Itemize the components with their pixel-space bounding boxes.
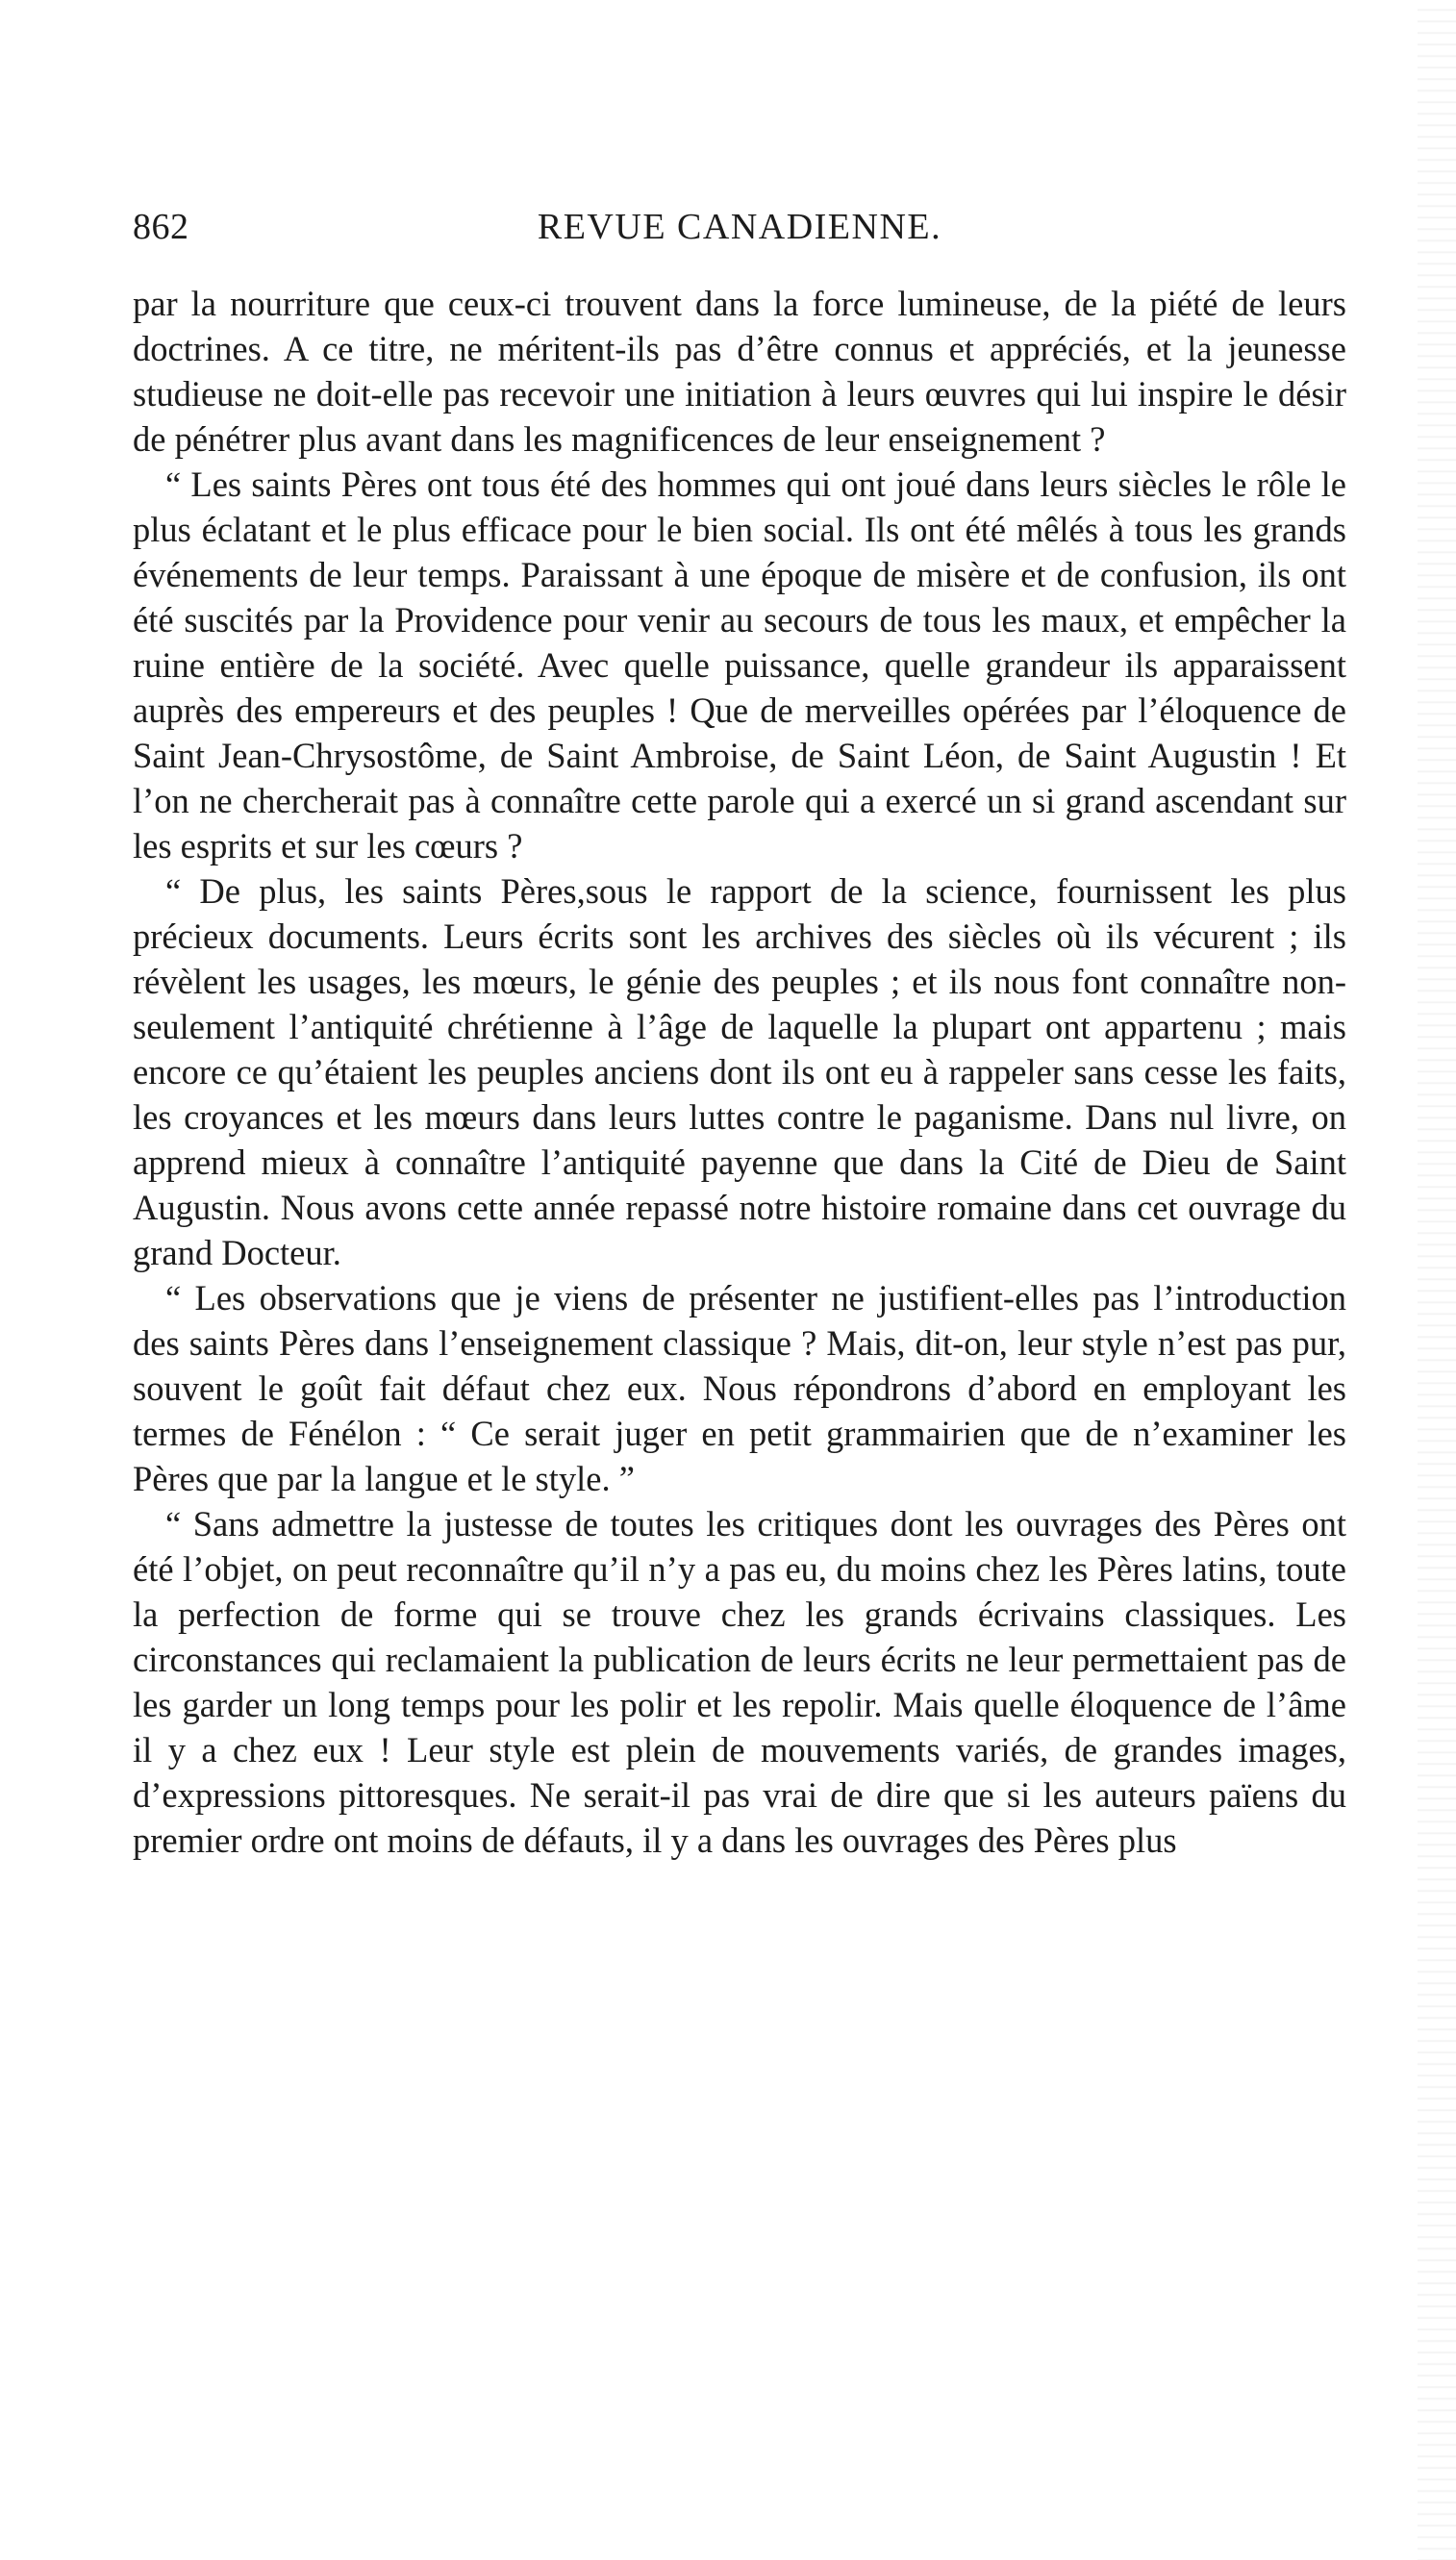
paragraph-1: par la nourriture que ceux-ci trouvent dans la force lumineuse, de la piété de leurs doctrines. A ce titre, ne méritent-ils pas d’être connus et appréciés, et la jeunesse studieuse ne doit-elle pas recevoir une initiation à leurs œuvres qui lui inspire le désir de pénétrer plus avant dans les magnificences de leur enseignement ? xyxy=(133,284,1346,459)
paragraph-4: “ Les observations que je viens de présenter ne justifient-elles pas l’introduction des saints Pères dans l’enseignement classique ? Mais, dit-on, leur style n’est pas pur, souvent le goût fait défaut chez eux. Nous répondrons d’abord en employant les termes de Fénélon : “ Ce serait juger en petit grammairien que de n’examiner les Pères que par la langue et le style. ” xyxy=(133,1278,1346,1498)
page-number: 862 xyxy=(133,207,189,247)
scanned-page-edge xyxy=(1418,0,1456,2560)
body-text xyxy=(133,281,1346,1863)
paragraph-3: “ De plus, les saints Pères,sous le rapport de la science, fournissent les plus précieux documents. Leurs écrits sont les archives des siècles où ils vécurent ; ils révèlent les usages, les mœurs, le génie des peuples ; et ils nous font connaître non-seulement l’antiquité chrétienne à l’âge de laquelle la plupart ont appartenu ; mais encore ce qu’étaient les peuples anciens dont ils ont eu à rappeler sans cesse les faits, les croyances et les mœurs dans leurs luttes contre le paganisme. Dans nul livre, on apprend mieux à connaître l’antiquité payenne que dans la Cité de Dieu de Saint Augustin. Nous avons cette année repassé notre histoire romaine dans cet ouvrage du grand Docteur. xyxy=(133,871,1346,1272)
paragraph-5: “ Sans admettre la justesse de toutes les critiques dont les ouvrages des Pères ont été l’objet, on peut reconnaître qu’il n’y a pas eu, du moins chez les Pères latins, toute la perfection de forme qui se trouve chez les grands écrivains classiques. Les circonstances qui reclamaient la publication de leurs écrits ne leur permettaient pas de les garder un long temps pour les polir et les repolir. Mais quelle éloquence de l’âme il y a chez eux ! Leur style est plein de mouvements variés, de grandes images, d’expressions pittoresques. Ne serait-il pas vrai de dire que si les auteurs païens du premier ordre ont moins de défauts, il y a dans les ouvrages des Pères plus xyxy=(133,1504,1346,1860)
running-title: REVUE CANADIENNE. xyxy=(537,207,942,247)
page-header xyxy=(133,206,1346,254)
paragraph-2: “ Les saints Pères ont tous été des hommes qui ont joué dans leurs siècles le rôle le plus éclatant et le plus efficace pour le bien social. Ils ont été mêlés à tous les grands événements de leur temps. Paraissant à une époque de misère et de confusion, ils ont été suscités par la Providence pour venir au secours de tous les maux, et empêcher la ruine entière de la société. Avec quelle puissance, quelle grandeur ils apparaissent auprès des empereurs et des peuples ! Que de merveilles opérées par l’éloquence de Saint Jean-Chrysostôme, de Saint Ambroise, de Saint Léon, de Saint Augustin ! Et l’on ne chercherait pas à connaître cette parole qui a exercé un si grand ascendant sur les esprits et sur les cœurs ? xyxy=(133,464,1346,866)
